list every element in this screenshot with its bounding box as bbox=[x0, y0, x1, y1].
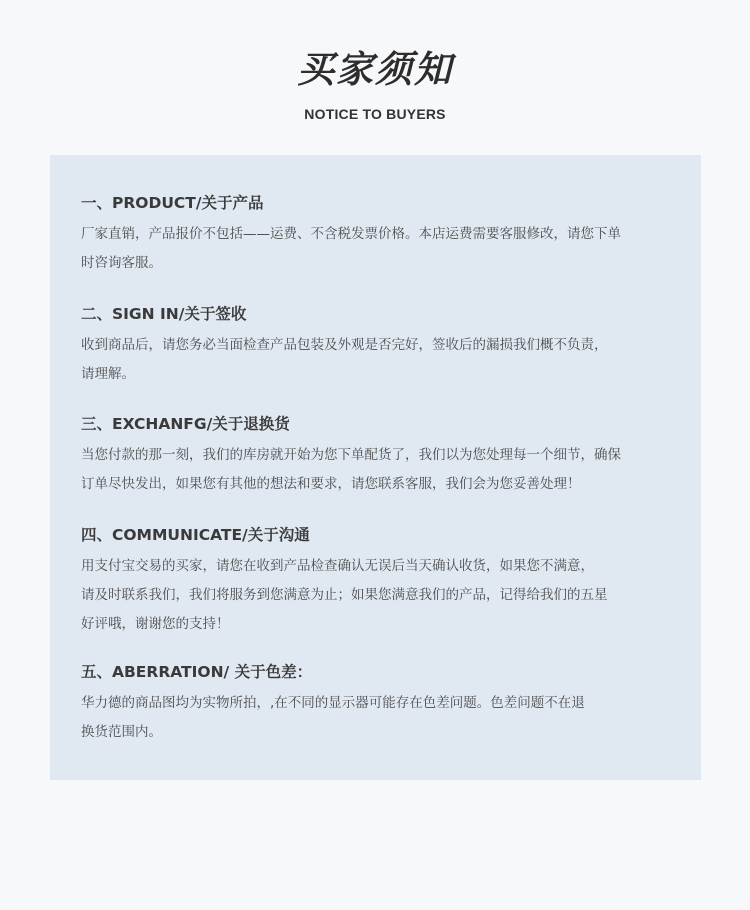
page-title: 买家须知 bbox=[297, 48, 453, 91]
body-line: 时咨询客服。 bbox=[81, 255, 162, 271]
section-product bbox=[81, 192, 681, 278]
section-heading: 一、PRODUCT/关于产品 bbox=[81, 194, 264, 212]
section-body bbox=[81, 441, 681, 499]
section-heading: 二、SIGN IN/关于签收 bbox=[81, 305, 247, 323]
section-heading: 五、ABERRATION/ 关于色差： bbox=[81, 663, 313, 681]
body-line: 请及时联系我们，我们将服务到您满意为止；如果您满意我们的产品，记得给我们的五星 bbox=[81, 587, 608, 603]
section-aberration bbox=[81, 661, 681, 747]
body-line: 厂家直销，产品报价不包括——运费、不含税发票价格。本店运费需要客服修改，请您下单 bbox=[81, 226, 621, 242]
body-line: 当您付款的那一刻，我们的库房就开始为您下单配货了，我们以为您处理每一个细节，确保 bbox=[81, 447, 621, 463]
section-heading: 三、EXCHANFG/关于退换货 bbox=[81, 415, 290, 433]
section-communicate bbox=[81, 524, 681, 639]
body-line: 用支付宝交易的买家，请您在收到产品检查确认无误后当天确认收货，如果您不满意， bbox=[81, 558, 594, 574]
page-subtitle: NOTICE TO BUYERS bbox=[304, 106, 446, 122]
body-line: 订单尽快发出，如果您有其他的想法和要求，请您联系客服，我们会为您妥善处理！ bbox=[81, 476, 581, 492]
section-body bbox=[81, 331, 681, 389]
section-sign-in bbox=[81, 303, 681, 389]
body-line: 请理解。 bbox=[81, 366, 135, 382]
section-heading: 四、COMMUNICATE/关于沟通 bbox=[81, 526, 310, 544]
notice-panel bbox=[50, 155, 701, 780]
section-body bbox=[81, 689, 681, 747]
body-line: 换货范围内。 bbox=[81, 724, 162, 740]
section-body bbox=[81, 220, 681, 278]
body-line: 收到商品后，请您务必当面检查产品包装及外观是否完好，签收后的漏损我们概不负责， bbox=[81, 337, 608, 353]
section-body bbox=[81, 552, 681, 639]
body-line: 好评哦，谢谢您的支持！ bbox=[81, 616, 230, 632]
body-line: 华力德的商品图均为实物所拍，,在不同的显示器可能存在色差问题。色差问题不在退 bbox=[81, 695, 585, 711]
section-exchange bbox=[81, 413, 681, 499]
